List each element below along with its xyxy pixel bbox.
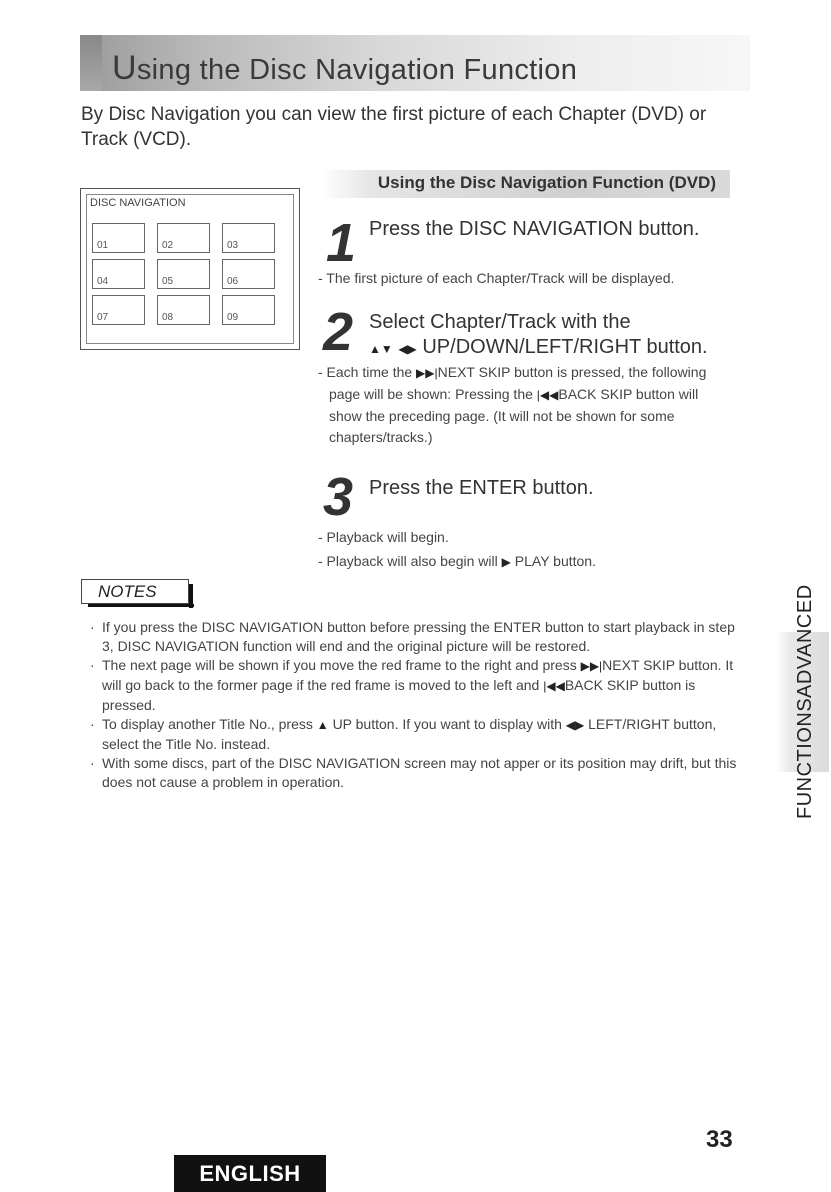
- section-heading-text: Using the Disc Navigation Function (DVD): [377, 173, 716, 192]
- page-number: 33: [706, 1126, 733, 1153]
- side-tab-text: [781, 584, 829, 820]
- language-label: ENGLISH: [199, 1161, 301, 1186]
- step-1-title: Press the DISC NAVIGATION button.: [369, 218, 700, 240]
- step-3-number: 3: [323, 467, 354, 527]
- note-3-text-b: UP button. If you want to display with: [332, 716, 562, 732]
- next-skip-icon: ▶▶|: [416, 366, 438, 380]
- notes-list: [90, 618, 750, 792]
- thumbnail-label: 02: [162, 240, 174, 251]
- thumbnail: [157, 295, 210, 325]
- section-side-tab: [775, 584, 829, 820]
- thumbnail-label: 07: [97, 312, 109, 323]
- intro-text: By Disc Navigation you can view the first picture of each Chapter (DVD) or Track (VCD).: [81, 104, 707, 150]
- note-3-text-c: LEFT/RIGHT button, select the Title No. instead.: [102, 716, 717, 752]
- title-banner-accent: [80, 35, 102, 91]
- thumbnail-label: 03: [227, 240, 239, 251]
- screen-title: DISC NAVIGATION: [90, 197, 186, 209]
- play-icon: ▶: [501, 555, 511, 569]
- thumbnail-label: 04: [97, 276, 109, 287]
- page-title-initial: U: [112, 49, 137, 87]
- next-skip-icon: ▶▶|: [580, 659, 603, 673]
- thumbnail: [157, 223, 210, 253]
- thumbnail: [222, 223, 275, 253]
- disc-navigation-screen-illustration: [80, 188, 300, 350]
- up-down-arrows-icon: ▲▼: [369, 342, 393, 356]
- note-item: [90, 715, 750, 754]
- thumbnail-label: 09: [227, 312, 239, 323]
- note-item: [90, 754, 750, 792]
- title-banner: [80, 35, 750, 91]
- step-3-note-1: - Playback will begin.: [318, 529, 449, 545]
- thumbnail-label: 01: [97, 240, 109, 251]
- up-arrow-icon: ▲: [316, 718, 329, 732]
- note-2-text-c: BACK SKIP button is pressed.: [102, 677, 696, 713]
- step-2-title-line1: Select Chapter/Track with the: [369, 311, 631, 333]
- step-2-note-mid1: NEXT SKIP button is pressed, the following page will be shown: Pressing the: [329, 364, 707, 402]
- step-2-title-line2: [369, 336, 708, 359]
- language-badge: [174, 1155, 326, 1192]
- note-2-text-b: NEXT SKIP button. It will go back to the former page if the red frame is moved to the left and: [102, 657, 734, 693]
- left-right-arrows-icon: ◀▶: [398, 342, 417, 356]
- thumbnail: [157, 259, 210, 289]
- thumbnail-label: 08: [162, 312, 174, 323]
- thumbnail: [92, 223, 145, 253]
- step-1-number: 1: [326, 213, 357, 273]
- note-item: [90, 618, 750, 656]
- note-2-text-a: The next page will be shown if you move the red frame to the right and press: [102, 657, 577, 673]
- notes-label-box: [81, 579, 189, 604]
- thumbnail-label: 05: [162, 276, 174, 287]
- step-2-number: 2: [323, 302, 354, 362]
- back-skip-icon: |◀◀: [536, 388, 559, 402]
- back-skip-icon: |◀◀: [543, 679, 565, 693]
- note-3-text-a: To display another Title No., press: [102, 716, 313, 732]
- note-1-text: If you press the DISC NAVIGATION button before pressing the ENTER button to start playback in step 3, DISC NAVIGATION function will end and the original picture will be restored.: [102, 619, 735, 654]
- note-item: [90, 656, 750, 715]
- thumbnail: [222, 295, 275, 325]
- notes-label: NOTES: [98, 582, 157, 601]
- notes-box-shadow-bottom: [88, 604, 194, 607]
- thumbnail-label: 06: [227, 276, 239, 287]
- side-tab-line-2: FUNCTIONS: [794, 698, 816, 820]
- step-3-title: Press the ENTER button.: [369, 477, 594, 499]
- step-2-title-line2-text: UP/DOWN/LEFT/RIGHT button.: [422, 336, 708, 358]
- thumbnail: [222, 259, 275, 289]
- left-right-arrows-icon: ◀▶: [565, 718, 585, 732]
- thumbnail-grid: [92, 223, 287, 325]
- step-2-note-prefix: - Each time the: [318, 364, 413, 380]
- thumbnail: [92, 259, 145, 289]
- page-title-rest: sing the Disc Navigation Function: [136, 54, 578, 86]
- step-2-note-mid2: BACK SKIP button will show the preceding page. (It will not be shown for some chapters/tracks.): [329, 386, 699, 445]
- side-tab-line-1: ADVANCED: [794, 584, 816, 699]
- step-3-note-2-prefix: - Playback will also begin will: [318, 553, 498, 569]
- page-title: [112, 49, 577, 88]
- step-2-note: [318, 362, 729, 448]
- step-1-note: - The first picture of each Chapter/Track will be displayed.: [318, 270, 675, 286]
- thumbnail: [92, 295, 145, 325]
- step-3-note-2-suffix: PLAY button.: [514, 553, 596, 569]
- section-heading: [320, 170, 730, 198]
- step-3-note-2: [318, 551, 738, 573]
- note-4-text: With some discs, part of the DISC NAVIGATION screen may not apper or its position may drift, but this does not cause a problem in operation.: [102, 755, 737, 790]
